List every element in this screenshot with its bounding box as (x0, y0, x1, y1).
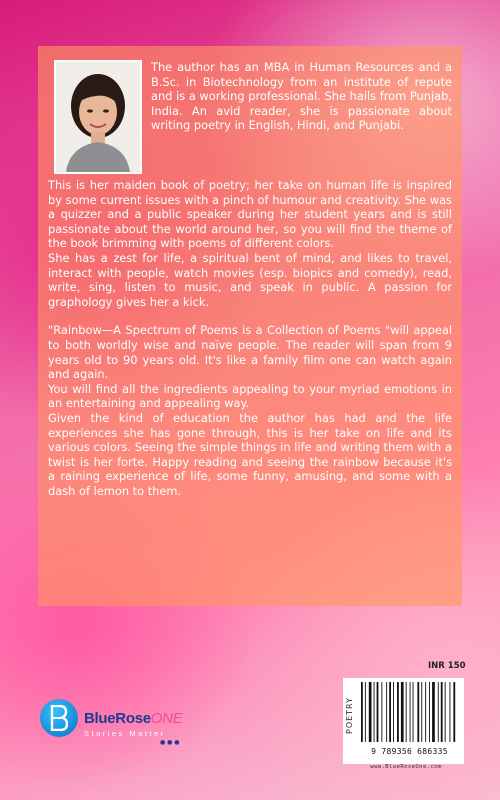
barcode-bar (381, 682, 382, 742)
publisher-b-glyph (50, 705, 68, 731)
publisher-brand-suffix: ONE (150, 710, 183, 727)
barcode-bar (421, 682, 422, 742)
isbn-number: 9 789356 686335 (371, 747, 448, 756)
barcode-bar (425, 682, 426, 742)
barcode-bar (389, 682, 391, 742)
barcode-bars (359, 682, 459, 742)
barcode-bar (406, 682, 407, 742)
genre-label: POETRY (345, 697, 354, 735)
back-cover-text-panel (38, 46, 462, 606)
social-icons: ● ● ● (160, 739, 180, 746)
barcode-bar (453, 682, 455, 742)
barcode-bar (369, 682, 372, 742)
publisher-tagline: Stories Matter (84, 729, 166, 738)
book-blurb-paragraph: You will find all the ingredients appealing to your myriad emotions in an entertaining and appealing way. (48, 381, 452, 411)
barcode-bar (361, 682, 363, 742)
barcode-bar (397, 682, 399, 742)
barcode-bar (410, 682, 411, 742)
barcode-bar (393, 682, 394, 742)
barcode-bar (429, 682, 430, 742)
author-bio-intro: The author has an MBA in Human Resources and a B.Sc. in Biotechnology from an institute of repute and is a working professional. She hails from Punjab, India. An avid reader, she is passionate about writing poetry in English, Hindi, and Punjabi. (151, 60, 452, 133)
price-label: INR 150 (428, 661, 466, 671)
barcode-bar (365, 682, 366, 742)
author-bio-paragraph: This is her maiden book of poetry; her take on human life is inspired by some current issues with a pinch of humour and creativity. She was a quizzer and a public speaker during her student years and is still passionate about the world around her, so you will find the theme of the book brimming with poems of different colors. (48, 178, 452, 251)
author-bio-paragraph: She has a zest for life, a spiritual bent of mind, and likes to travel, interact with people, watch movies (esp. biopics and comedy), read, write, sing, listen to music, and speak in public. A passion for graphology gives her a kick. (48, 250, 452, 309)
barcode-bar (445, 682, 446, 742)
book-blurb-paragraph: "Rainbow—A Spectrum of Poems is a Collection of Poems "will appeal to both worldly wise and naïve people. The reader will span from 9 years old to 90 years old. It's like a family film one can watch again and again. (48, 323, 452, 382)
author-photo (54, 60, 142, 174)
barcode-bar (441, 682, 443, 742)
barcode-bar (413, 682, 414, 742)
barcode-bar (432, 682, 435, 742)
barcode-bar (438, 682, 439, 742)
barcode-bar (374, 682, 375, 742)
barcode-bar (386, 682, 387, 742)
publisher-brand (84, 710, 182, 727)
barcode-bar (417, 682, 419, 742)
publisher-brand-main: BlueRose (84, 710, 151, 727)
isbn-barcode-box (343, 678, 464, 764)
barcode-bar (401, 682, 404, 742)
barcode-bar (450, 682, 451, 742)
barcode-bar (377, 682, 379, 742)
publisher-website: www.BlueRoseOne.com (370, 764, 442, 770)
book-blurb-paragraph: Given the kind of education the author has had and the life experiences she has gone through, this is her take on life and its various colors. Seeing the simple things in life and writing them with a twist is her forte. Happy reading and seeing the rainbow because it's a raining experience of life, some funny, amusing, and some with a dash of lemon to them. (48, 410, 452, 498)
